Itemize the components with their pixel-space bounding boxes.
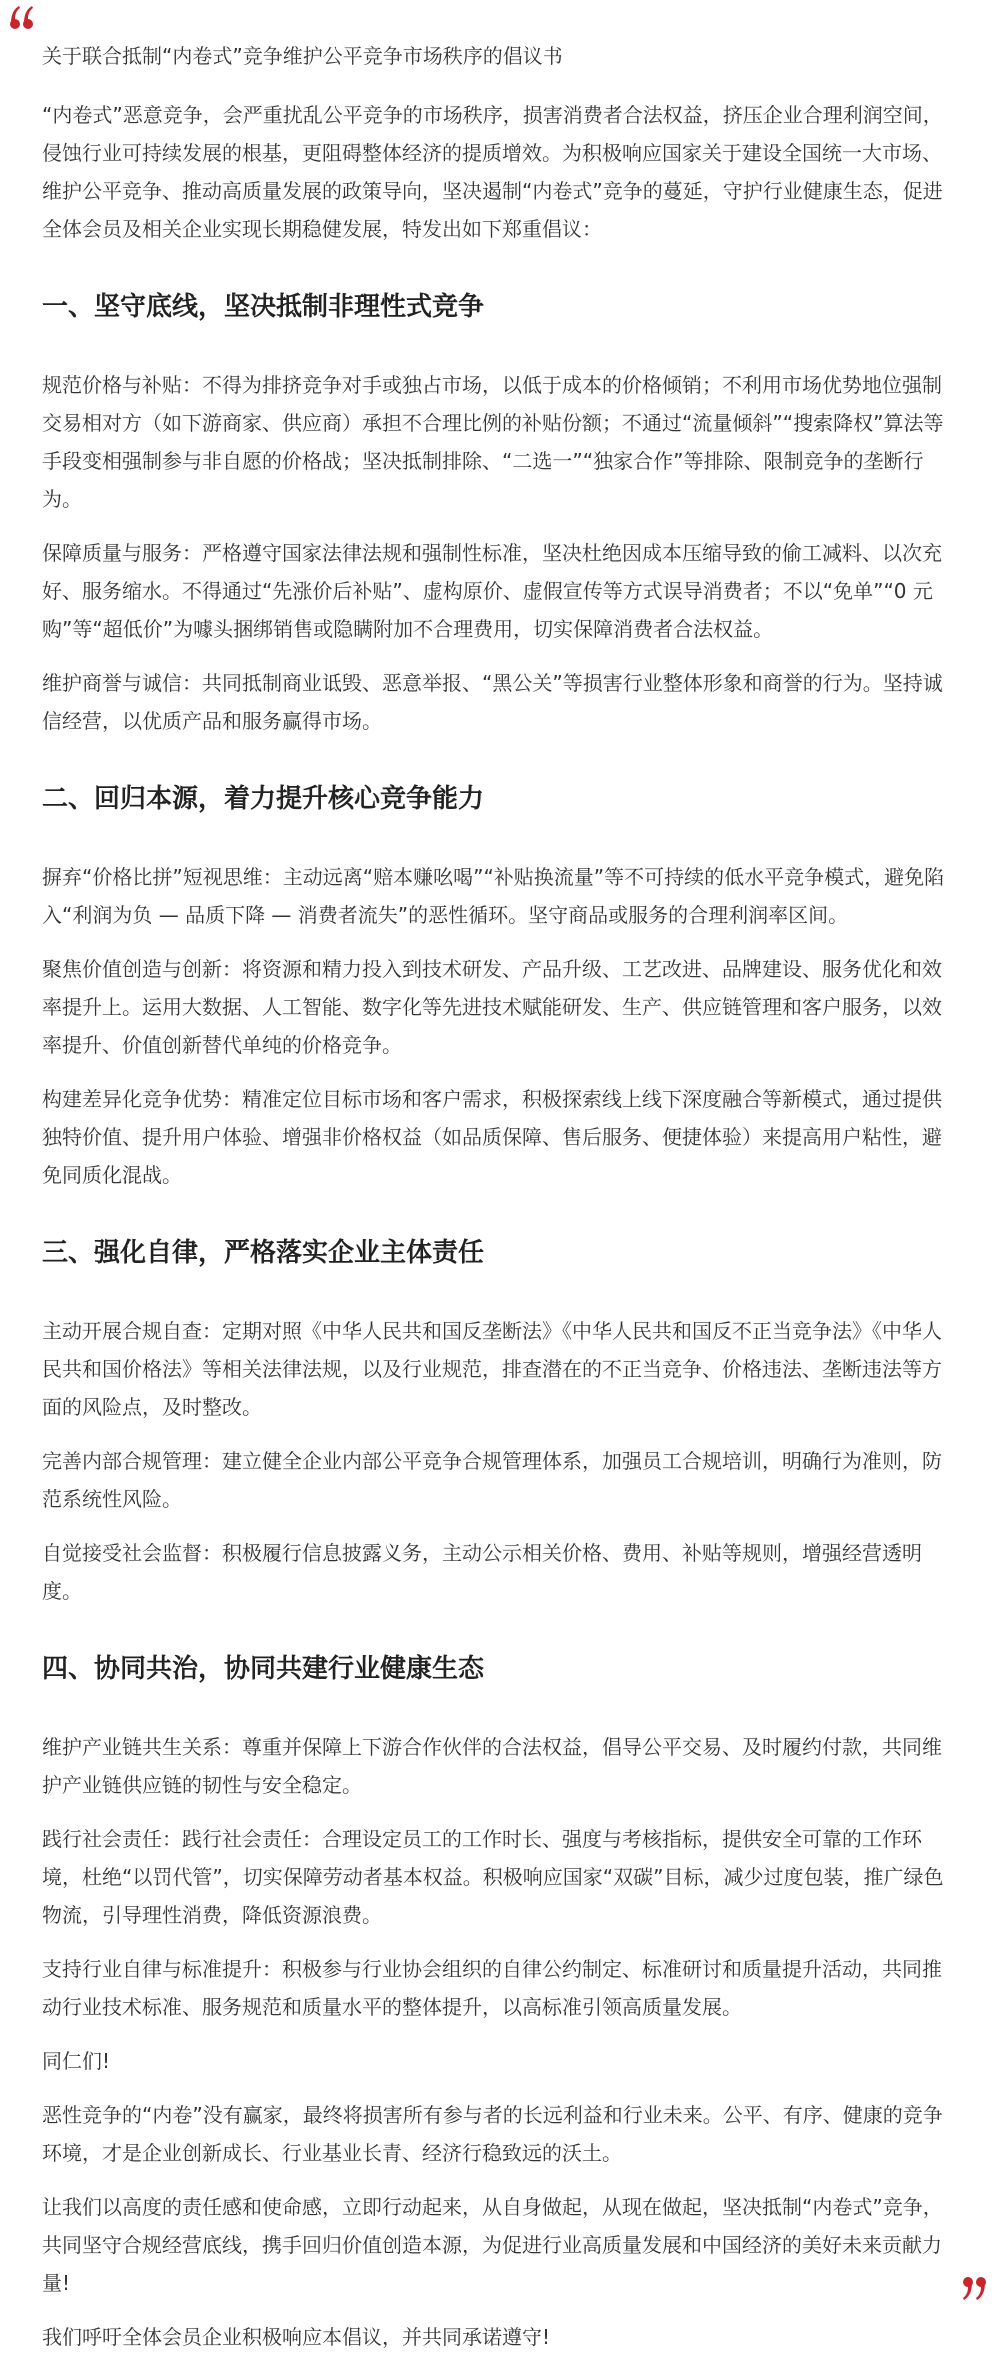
section-heading: 二、回归本源，着力提升核心竞争能力 xyxy=(42,784,485,814)
section-paragraph: 支持行业自律与标准提升：积极参与行业协会组织的自律公约制定、标准研讨和质量提升活动，共同推动行业技术标准、服务规范和质量水平的整体提升，以高标准引领高质量发展。 xyxy=(42,1957,942,2019)
section-4 xyxy=(42,1650,956,2026)
section-paragraph: 维护产业链共生关系：尊重并保障上下游合作伙伴的合法权益，倡导公平交易、及时履约付款，共同维护产业链供应链的韧性与安全稳定。 xyxy=(42,1735,942,1797)
section-heading: 一、坚守底线，坚决抵制非理性式竞争 xyxy=(42,292,485,322)
section-heading: 四、协同共治，协同共建行业健康生态 xyxy=(42,1654,485,1684)
section-paragraph: 规范价格与补贴：不得为排挤竞争对手或独占市场，以低于成本的价格倾销；不利用市场优势地位强制交易相对方（如下游商家、供应商）承担不合理比例的补贴份额；不通过“流量倾斜”“搜索降权”算法等手段变相强制参与非自愿的价格战；坚决抵制排除、“二选一”“独家合作”等排除、限制竞争的垄断行为。 xyxy=(42,373,944,511)
section-paragraph: 自觉接受社会监督：积极履行信息披露义务，主动公示相关价格、费用、补贴等规则，增强经营透明度。 xyxy=(42,1541,922,1603)
section-3 xyxy=(42,1234,956,1610)
close-quote-icon xyxy=(960,2274,988,2304)
closing-paragraph: 恶性竞争的“内卷”没有赢家，最终将损害所有参与者的长远利益和行业未来。公平、有序、健康的竞争环境，才是企业创新成长、行业基业长青、经济行稳致远的沃土。 xyxy=(42,2103,943,2165)
document-title: 关于联合抵制“内卷式”竞争维护公平竞争市场秩序的倡议书 xyxy=(42,44,563,68)
section-paragraph: 摒弃“价格比拼”短视思维：主动远离“赔本赚吆喝”“补贴换流量”等不可持续的低水平竞争模式，避免陷入“利润为负 — 品质下降 — 消费者流失”的恶性循环。坚守商品或服务的合理利润率区间。 xyxy=(42,865,945,927)
section-heading: 三、强化自律，严格落实企业主体责任 xyxy=(42,1238,485,1268)
section-2 xyxy=(42,780,956,1194)
section-paragraph: 维护商誉与诚信：共同抵制商业诋毁、恶意举报、“黑公关”等损害行业整体形象和商誉的行为。坚持诚信经营，以优质产品和服务赢得市场。 xyxy=(42,671,943,733)
intro-paragraph: “内卷式”恶意竞争，会严重扰乱公平竞争的市场秩序，损害消费者合法权益，挤压企业合理利润空间，侵蚀行业可持续发展的根基，更阻碍整体经济的提质增效。为积极响应国家关于建设全国统一大市场、维护公平竞争、推动高质量发展的政策导向，坚决遏制“内卷式”竞争的蔓延，守护行业健康生态，促进全体会员及相关企业实现长期稳健发展，特发出如下郑重倡议： xyxy=(42,103,943,241)
section-paragraph: 聚焦价值创造与创新：将资源和精力投入到技术研发、产品升级、工艺改进、品牌建设、服务优化和效率提升上。运用大数据、人工智能、数字化等先进技术赋能研发、生产、供应链管理和客户服务，以效率提升、价值创新替代单纯的价格竞争。 xyxy=(42,957,942,1057)
document-body xyxy=(42,0,956,2372)
closing-greeting: 同仁们! xyxy=(42,2049,111,2073)
section-paragraph: 保障质量与服务：严格遵守国家法律法规和强制性标准，坚决杜绝因成本压缩导致的偷工减料、以次充好、服务缩水。不得通过“先涨价后补贴”、虚构原价、虚假宣传等方式误导消费者；不以“免单”“0 元购”等“超低价”为噱头捆绑销售或隐瞒附加不合理费用，切实保障消费者合法权益。 xyxy=(42,541,942,641)
open-quote-icon xyxy=(8,2,36,32)
section-paragraph: 践行社会责任：践行社会责任：合理设定员工的工作时长、强度与考核指标，提供安全可靠的工作环境，杜绝“以罚代管”，切实保障劳动者基本权益。积极响应国家“双碳”目标，减少过度包装，推广绿色物流，引导理性消费，降低资源浪费。 xyxy=(42,1827,944,1927)
section-paragraph: 完善内部合规管理：建立健全企业内部公平竞争合规管理体系，加强员工合规培训，明确行为准则，防范系统性风险。 xyxy=(42,1449,942,1511)
closing-section xyxy=(42,2042,956,2356)
section-1 xyxy=(42,288,956,740)
section-paragraph: 主动开展合规自查：定期对照《中华人民共和国反垄断法》《中华人民共和国反不正当竞争法》《中华人民共和国价格法》等相关法律法规，以及行业规范，排查潜在的不正当竞争、价格违法、垄断违法等方面的风险点，及时整改。 xyxy=(42,1319,942,1419)
closing-paragraph: 让我们以高度的责任感和使命感，立即行动起来，从自身做起，从现在做起，坚决抵制“内卷式”竞争，共同坚守合规经营底线，携手回归价值创造本源，为促进行业高质量发展和中国经济的美好未来贡献力量! xyxy=(42,2195,943,2295)
closing-call-to-action: 我们呼吁全体会员企业积极响应本倡议，并共同承诺遵守! xyxy=(42,2325,551,2349)
section-paragraph: 构建差异化竞争优势：精准定位目标市场和客户需求，积极探索线上线下深度融合等新模式，通过提供独特价值、提升用户体验、增强非价格权益（如品质保障、售后服务、便捷体验）来提高用户粘性，避免同质化混战。 xyxy=(42,1087,942,1187)
